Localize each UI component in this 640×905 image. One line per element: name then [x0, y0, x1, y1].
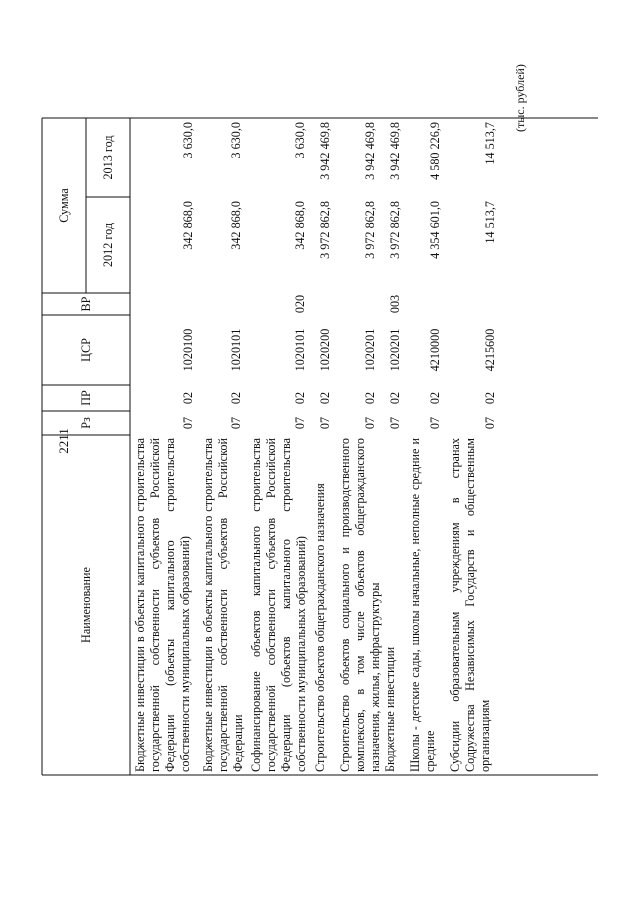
table-row-2013: 3 630,0 — [181, 122, 195, 159]
table-row-csr: 1020100 — [181, 328, 195, 372]
table-row-rz: 07 — [483, 416, 497, 430]
table-row-csr: 1020101 — [293, 328, 307, 372]
header-sum: Сумма — [56, 188, 71, 223]
header-vr: ВР — [78, 296, 93, 312]
table-row-2012: 3 972 862,8 — [363, 201, 377, 259]
table-row-pr: 02 — [428, 391, 442, 405]
table-row-csr: 4210000 — [428, 328, 442, 372]
table-row-csr: 1020101 — [229, 328, 243, 372]
table-row-pr: 02 — [181, 391, 195, 405]
table-row-rz: 07 — [229, 416, 243, 430]
table-row-vr: 020 — [293, 294, 307, 314]
header-2012: 2012 год — [100, 222, 115, 268]
units-note: (тыс. рублей) — [513, 64, 527, 132]
table-row-name: Бюджетные инвестиции в объекты капитального строительства государственной собственности субъектов Российской Федерации (объекты капитального строительства собственности муниципальных образований) — [133, 438, 192, 772]
table-row-pr: 02 — [363, 391, 377, 405]
table-row-pr: 02 — [229, 391, 243, 405]
table-row-vr — [198, 293, 246, 315]
table-row-rz: 07 — [363, 416, 377, 430]
table-row-vr — [445, 293, 500, 315]
header-2013: 2013 год — [100, 135, 115, 180]
table-row-rz: 07 — [293, 416, 307, 430]
table-row-pr: 02 — [318, 391, 332, 405]
table-row-2013: 4 580 226,9 — [428, 122, 442, 180]
table-row-2013: 3 630,0 — [229, 122, 243, 159]
table-row-2012: 14 513,7 — [483, 201, 497, 244]
table-row-rz: 07 — [388, 416, 402, 430]
table-row-name: Строительство объектов социального и производственного комплексов, в том числе объектов общегражданского назначения, жилья, инфраструктуры — [338, 438, 382, 772]
table-row-pr: 02 — [483, 391, 497, 405]
table-row-2013: 3 942 469,8 — [388, 122, 402, 180]
table-row-name: Бюджетные инвестиции в объекты капитального строительства государственной собственности субъектов Российской Федерации — [201, 438, 245, 772]
table-row-name: Софинансирование объектов капитального строительства государственной собственности субъектов Российской Федерации (объектов капитального строительства собственности муниципальных образований) — [249, 438, 308, 772]
header-csr: ЦСР — [78, 338, 93, 362]
table-row-vr — [405, 293, 445, 315]
table-row-2012: 3 972 862,8 — [318, 201, 332, 259]
table-row-2012: 342 868,0 — [229, 201, 243, 250]
table-row-vr — [130, 293, 198, 315]
table-row-2012: 342 868,0 — [181, 201, 195, 250]
table-row-rz: 07 — [181, 416, 195, 430]
table-row-2013: 3 942 469,8 — [363, 122, 377, 180]
table-row-csr: 4215600 — [483, 328, 497, 372]
table-row-rz: 07 — [428, 416, 442, 430]
table-row-2012: 4 354 601,0 — [428, 201, 442, 259]
table-row-name: Школы - детские сады, школы начальные, неполные средние и средние — [408, 438, 437, 772]
table-row-vr — [310, 293, 335, 315]
page-number: 2211 — [56, 428, 71, 454]
header-rz: Рз — [78, 417, 93, 429]
table-row-2012: 3 972 862,8 — [388, 201, 402, 259]
table-row-name: Бюджетные инвестиции — [383, 646, 397, 772]
table-row-csr: 1020200 — [318, 328, 332, 372]
table-row-2012: 342 868,0 — [293, 201, 307, 250]
table-row-pr: 02 — [293, 391, 307, 405]
table-row-name: Субсидии образовательным учреждениям в странах Содружества Независимых Государств и общественным организациям — [448, 438, 492, 772]
table-row-2013: 14 513,7 — [483, 122, 497, 165]
table-row-vr — [335, 293, 380, 315]
table-row-vr: 003 — [388, 294, 402, 314]
table-row-pr: 02 — [388, 391, 402, 405]
table-row-csr: 1020201 — [388, 328, 402, 372]
table-row-2013: 3 942 469,8 — [318, 122, 332, 180]
table-row-rz: 07 — [318, 416, 332, 430]
table-row-2013: 3 630,0 — [293, 122, 307, 159]
header-pr: ПР — [78, 390, 93, 406]
header-name: Наименование — [78, 567, 93, 643]
table-row-name: Строительство объектов общегражданского назначения — [313, 483, 327, 772]
table-row-csr: 1020201 — [363, 328, 377, 372]
